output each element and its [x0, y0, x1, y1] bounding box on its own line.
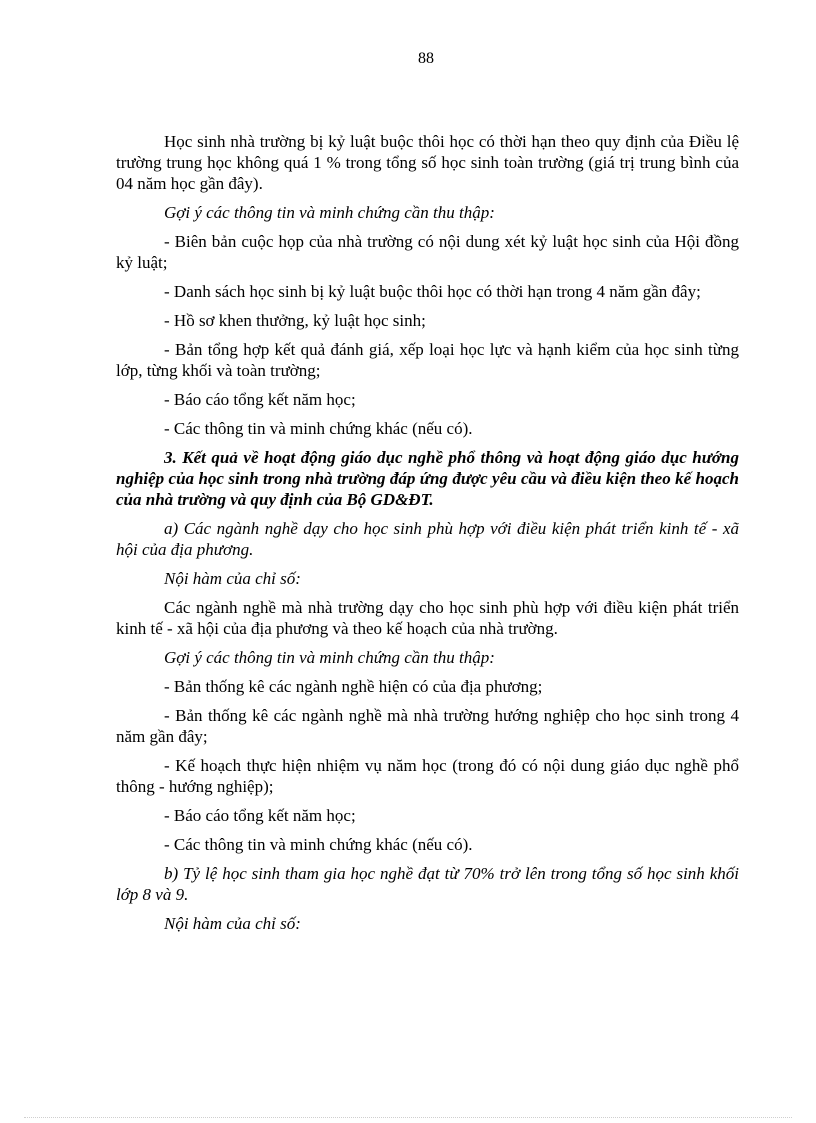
evidence-item: - Bản tổng hợp kết quả đánh giá, xếp loại học lực và hạnh kiểm của học sinh từng lớp, từng khối và toàn trường;	[116, 340, 739, 380]
document-body	[116, 131, 739, 942]
evidence-item: - Báo cáo tổng kết năm học;	[164, 806, 356, 825]
paragraph-discipline-rate: Học sinh nhà trường bị kỷ luật buộc thôi học có thời hạn theo quy định của Điều lệ trường trung học không quá 1 % trong tổng số học sinh toàn trường (giá trị trung bình của 04 năm học gần đây).	[116, 132, 739, 193]
indicator-scope-heading: Nội hàm của chỉ số:	[164, 569, 301, 588]
evidence-item: - Danh sách học sinh bị kỷ luật buộc thôi học có thời hạn trong 4 năm gần đây;	[164, 282, 701, 301]
criterion-a: a) Các ngành nghề dạy cho học sinh phù hợp với điều kiện phát triển kinh tế - xã hội của địa phương.	[116, 519, 739, 559]
evidence-heading: Gợi ý các thông tin và minh chứng cần thu thập:	[164, 648, 495, 667]
evidence-item: - Báo cáo tổng kết năm học;	[164, 390, 356, 409]
section-heading: 3. Kết quả về hoạt động giáo dục nghề phổ thông và hoạt động giáo dục hướng nghiệp của học sinh trong nhà trường đáp ứng được yêu cầu và điều kiện theo kế hoạch của nhà trường và quy định của Bộ GD&ĐT.	[116, 448, 739, 509]
evidence-heading: Gợi ý các thông tin và minh chứng cần thu thập:	[164, 203, 495, 222]
indicator-scope-heading: Nội hàm của chỉ số:	[164, 914, 301, 933]
evidence-item: - Các thông tin và minh chứng khác (nếu có).	[164, 419, 473, 438]
evidence-item: - Bản thống kê các ngành nghề hiện có của địa phương;	[164, 677, 543, 696]
page-bottom-divider	[24, 1117, 792, 1118]
criterion-b: b) Tỷ lệ học sinh tham gia học nghề đạt từ 70% trở lên trong tổng số học sinh khối lớp 8 và 9.	[116, 864, 739, 904]
evidence-item: - Kế hoạch thực hiện nhiệm vụ năm học (trong đó có nội dung giáo dục nghề phổ thông - hướng nghiệp);	[116, 756, 739, 796]
evidence-item: - Biên bản cuộc họp của nhà trường có nội dung xét kỷ luật học sinh của Hội đồng kỷ luật;	[116, 232, 739, 272]
evidence-item: - Hồ sơ khen thưởng, kỷ luật học sinh;	[164, 311, 426, 330]
page-number: 88	[418, 50, 434, 67]
indicator-scope-text: Các ngành nghề mà nhà trường dạy cho học sinh phù hợp với điều kiện phát triển kinh tế - xã hội của địa phương và theo kế hoạch của nhà trường.	[116, 598, 739, 638]
evidence-item: - Các thông tin và minh chứng khác (nếu có).	[164, 835, 473, 854]
evidence-item: - Bản thống kê các ngành nghề mà nhà trường hướng nghiệp cho học sinh trong 4 năm gần đây;	[116, 706, 739, 746]
